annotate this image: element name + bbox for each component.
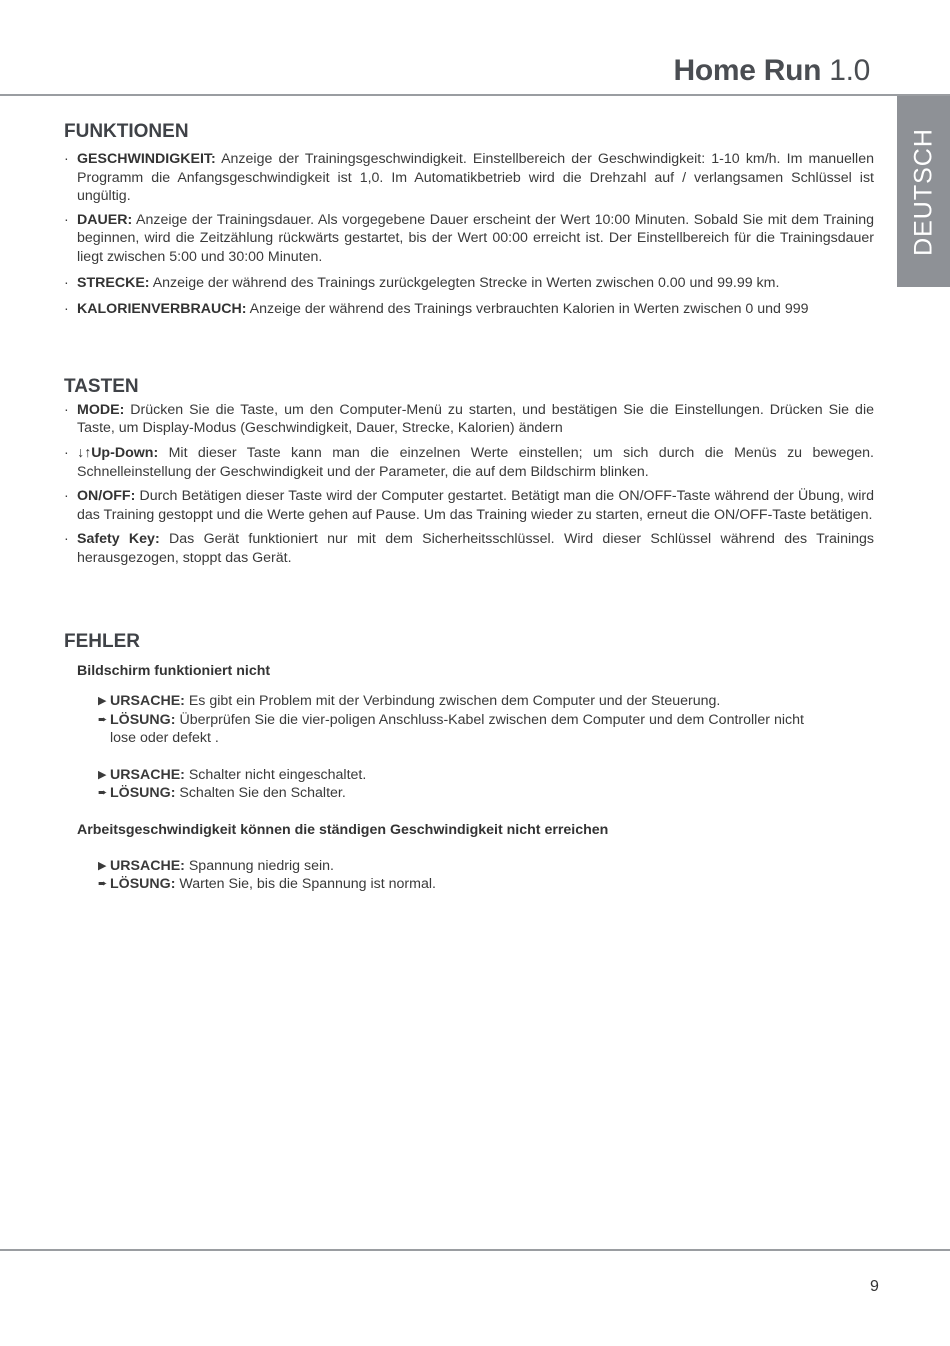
item-label: KALORIENVERBRAUCH: — [77, 301, 247, 318]
item-label: MODE: — [77, 401, 125, 418]
cause-line — [98, 766, 874, 785]
list-item — [64, 150, 874, 206]
item-text: Durch Betätigen dieser Taste wird der Computer gestartet. Betätigt man die ON/OFF-Taste während der Übung, wird das Training gestoppt und die Werte gehen auf Pause. Um das Training wieder zu starten, erneut die ON/OFF-Taste betätigen. — [77, 488, 874, 523]
title-main: Home Run — [673, 54, 822, 87]
cause-line — [98, 692, 874, 711]
list-item — [64, 274, 874, 293]
problem-title: Bildschirm funktioniert nicht — [77, 662, 271, 679]
arrow-right-icon: ➨ — [98, 878, 108, 891]
solution-line — [98, 875, 874, 894]
solution-line — [98, 711, 804, 748]
list-item — [64, 401, 874, 438]
item-text: Anzeige der während des Trainings zurückgelegten Strecke in Werten zwischen 0.00 und 99.99 km. — [152, 274, 780, 291]
bullet-icon: · — [64, 301, 69, 318]
cause-text: Spannung niedrig sein. — [188, 857, 334, 874]
bullet-icon: · — [64, 211, 69, 228]
bullet-icon: · — [64, 151, 69, 167]
title-version: 1.0 — [829, 54, 870, 87]
solution-text: Überprüfen Sie die vier-poligen Anschluss-Kabel zwischen dem Computer und dem Controller nicht lose oder defekt . — [110, 711, 804, 747]
item-label: DAUER: — [77, 211, 133, 228]
cause-text: Es gibt ein Problem mit der Verbindung zwischen dem Computer und der Steuerung. — [188, 693, 721, 710]
item-text: Mit dieser Taste kann man die einzelnen Werte einstellen; um sich durch die Menüs zu bewegen. Schnelleinstellung der Geschwindigkeit und der Parameter, die auf dem Bildschirm blinken. — [77, 444, 874, 480]
list-item — [64, 487, 874, 524]
solution-label: LÖSUNG: — [110, 876, 176, 893]
solution-label: LÖSUNG: — [110, 785, 176, 802]
arrow-right-icon: ➨ — [98, 787, 108, 800]
cause-label: URSACHE: — [110, 693, 185, 710]
list-item — [64, 300, 874, 319]
list-item — [64, 444, 874, 481]
problem-title: Arbeitsgeschwindigkeit können die ständigen Geschwindigkeit nicht erreichen — [77, 822, 609, 839]
main-content — [64, 120, 874, 894]
item-label: STRECKE: — [77, 274, 150, 291]
footer-divider — [0, 1249, 950, 1251]
solution-line — [98, 784, 874, 803]
list-item — [64, 211, 874, 267]
item-label: Safety Key: — [77, 531, 160, 548]
item-text: Das Gerät funktioniert nur mit dem Sicherheitsschlüssel. Wird dieser Schlüssel während des Trainings herausgezogen, stoppt das Gerät. — [77, 531, 874, 566]
section-heading-tasten: TASTEN — [64, 375, 139, 397]
item-label: ON/OFF: — [77, 488, 136, 505]
item-text: Drücken Sie die Taste, um den Computer-Menü zu starten, und bestätigen Sie die Einstellungen. Drücken Sie die Taste, um Display-Modus (Geschwindigkeit, Dauer, Strecke, Kalorien) ändern — [77, 401, 874, 437]
page-title — [674, 54, 870, 88]
item-text: Anzeige der während des Trainings verbrauchten Kalorien in Werten zwischen 0 und 999 — [249, 301, 809, 318]
bullet-icon: · — [64, 531, 69, 548]
cause-line — [98, 857, 874, 876]
cause-label: URSACHE: — [110, 766, 185, 783]
item-text: Anzeige der Trainingsdauer. Als vorgegebene Dauer erscheint der Wert 10:00 Minuten. Sobald Sie mit dem Training beginnen, wird die Zeitzählung rückwärts gestartet, bis der Wert 00:00 erreicht ist. Der Einstellbereich für die Trainingsdauer liegt zwischen 5:00 und 30:00 Minuten. — [77, 211, 874, 265]
bullet-icon: · — [64, 488, 69, 505]
solution-label: LÖSUNG: — [110, 711, 176, 728]
section-heading-funktionen: FUNKTIONEN — [64, 121, 189, 142]
item-label: ↓↑Up-Down: — [77, 444, 159, 461]
item-text: Anzeige der Trainingsgeschwindigkeit. Einstellbereich der Geschwindigkeit: 1-10 km/h. Im manuellen Programm die Anfangsgeschwindigkeit ist 1,0. Im Automatikbetrieb wird die Drehzahl auf / verlangsamen Schlüssel ist ungültig. — [77, 151, 874, 205]
page-number: 9 — [870, 1278, 879, 1295]
solution-text: Warten Sie, bis die Spannung ist normal. — [179, 876, 436, 893]
language-tab-label: DEUTSCH — [909, 127, 937, 256]
bullet-icon: · — [64, 401, 69, 418]
list-item — [64, 530, 874, 567]
solution-text: Schalten Sie den Schalter. — [179, 785, 346, 802]
header-divider — [0, 94, 950, 96]
cause-label: URSACHE: — [110, 857, 185, 874]
triangle-right-icon: ▶ — [98, 695, 107, 708]
item-label: GESCHWINDIGKEIT: — [77, 151, 216, 167]
bullet-icon: · — [64, 274, 69, 291]
section-heading-fehler: FEHLER — [64, 630, 140, 652]
bullet-icon: · — [64, 444, 69, 461]
arrow-right-icon: ➨ — [98, 713, 108, 726]
triangle-right-icon: ▶ — [98, 859, 107, 872]
cause-text: Schalter nicht eingeschaltet. — [188, 766, 367, 783]
triangle-right-icon: ▶ — [98, 768, 107, 781]
language-tab — [897, 96, 950, 287]
